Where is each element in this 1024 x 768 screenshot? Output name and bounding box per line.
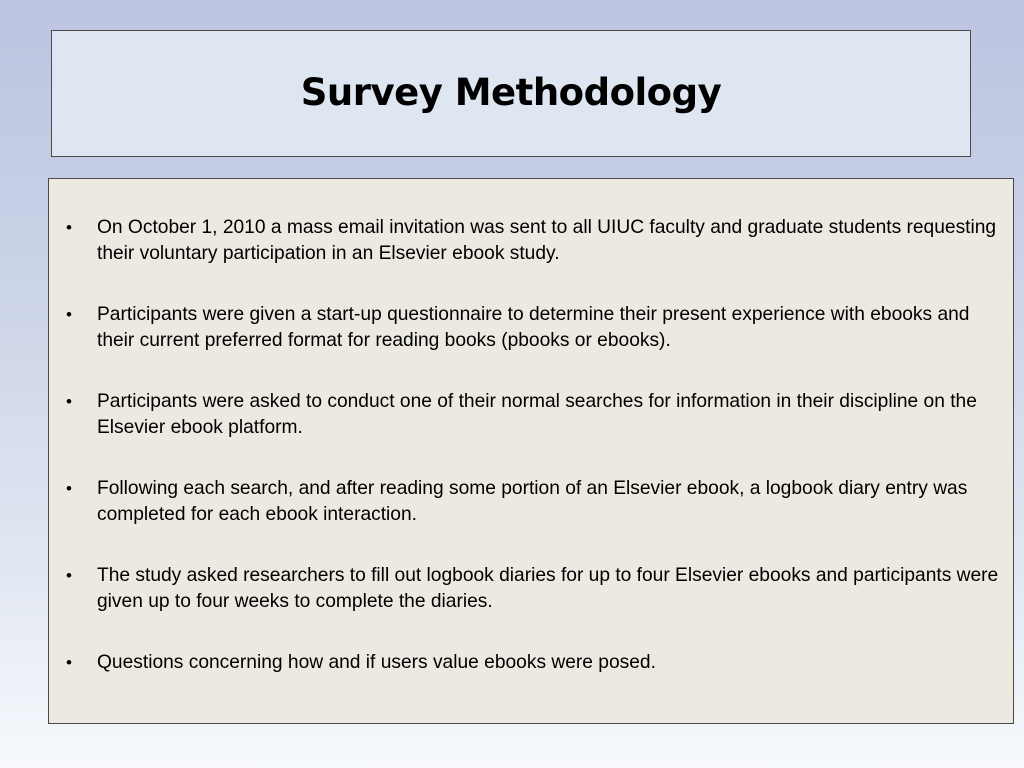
- bullet-item: [49, 215, 1013, 267]
- bullet-text: The study asked researchers to fill out logbook diaries for up to four Elsevier ebooks and participants were given up to four weeks to complete the diaries.: [97, 565, 999, 612]
- bullet-text: Following each search, and after reading some portion of an Elsevier ebook, a logbook diary entry was completed for each ebook interaction.: [97, 478, 968, 525]
- bullet-text: On October 1, 2010 a mass email invitation was sent to all UIUC faculty and graduate students requesting their voluntary participation in an Elsevier ebook study.: [97, 217, 997, 264]
- bullet-icon: •: [66, 479, 72, 498]
- bullet-item: [49, 476, 1013, 528]
- bullet-item: [49, 389, 1013, 441]
- bullet-text: Questions concerning how and if users value ebooks were posed.: [97, 652, 656, 673]
- title-box: [51, 30, 971, 157]
- slide-title: Survey Methodology: [300, 71, 722, 114]
- bullet-item: [49, 650, 1013, 676]
- bullet-icon: •: [66, 218, 72, 237]
- bullet-item: [49, 302, 1013, 354]
- bullet-icon: •: [66, 653, 72, 672]
- bullet-text: Participants were asked to conduct one of their normal searches for information in their discipline on the Elsevier ebook platform.: [97, 391, 977, 438]
- bullet-icon: •: [66, 566, 72, 585]
- content-box: [48, 178, 1014, 724]
- bullet-item: [49, 563, 1013, 615]
- bullet-text: Participants were given a start-up questionnaire to determine their present experience with ebooks and their current preferred format for reading books (pbooks or ebooks).: [97, 304, 970, 351]
- bullet-icon: •: [66, 305, 72, 324]
- bullet-icon: •: [66, 392, 72, 411]
- bullet-list: [49, 215, 1013, 711]
